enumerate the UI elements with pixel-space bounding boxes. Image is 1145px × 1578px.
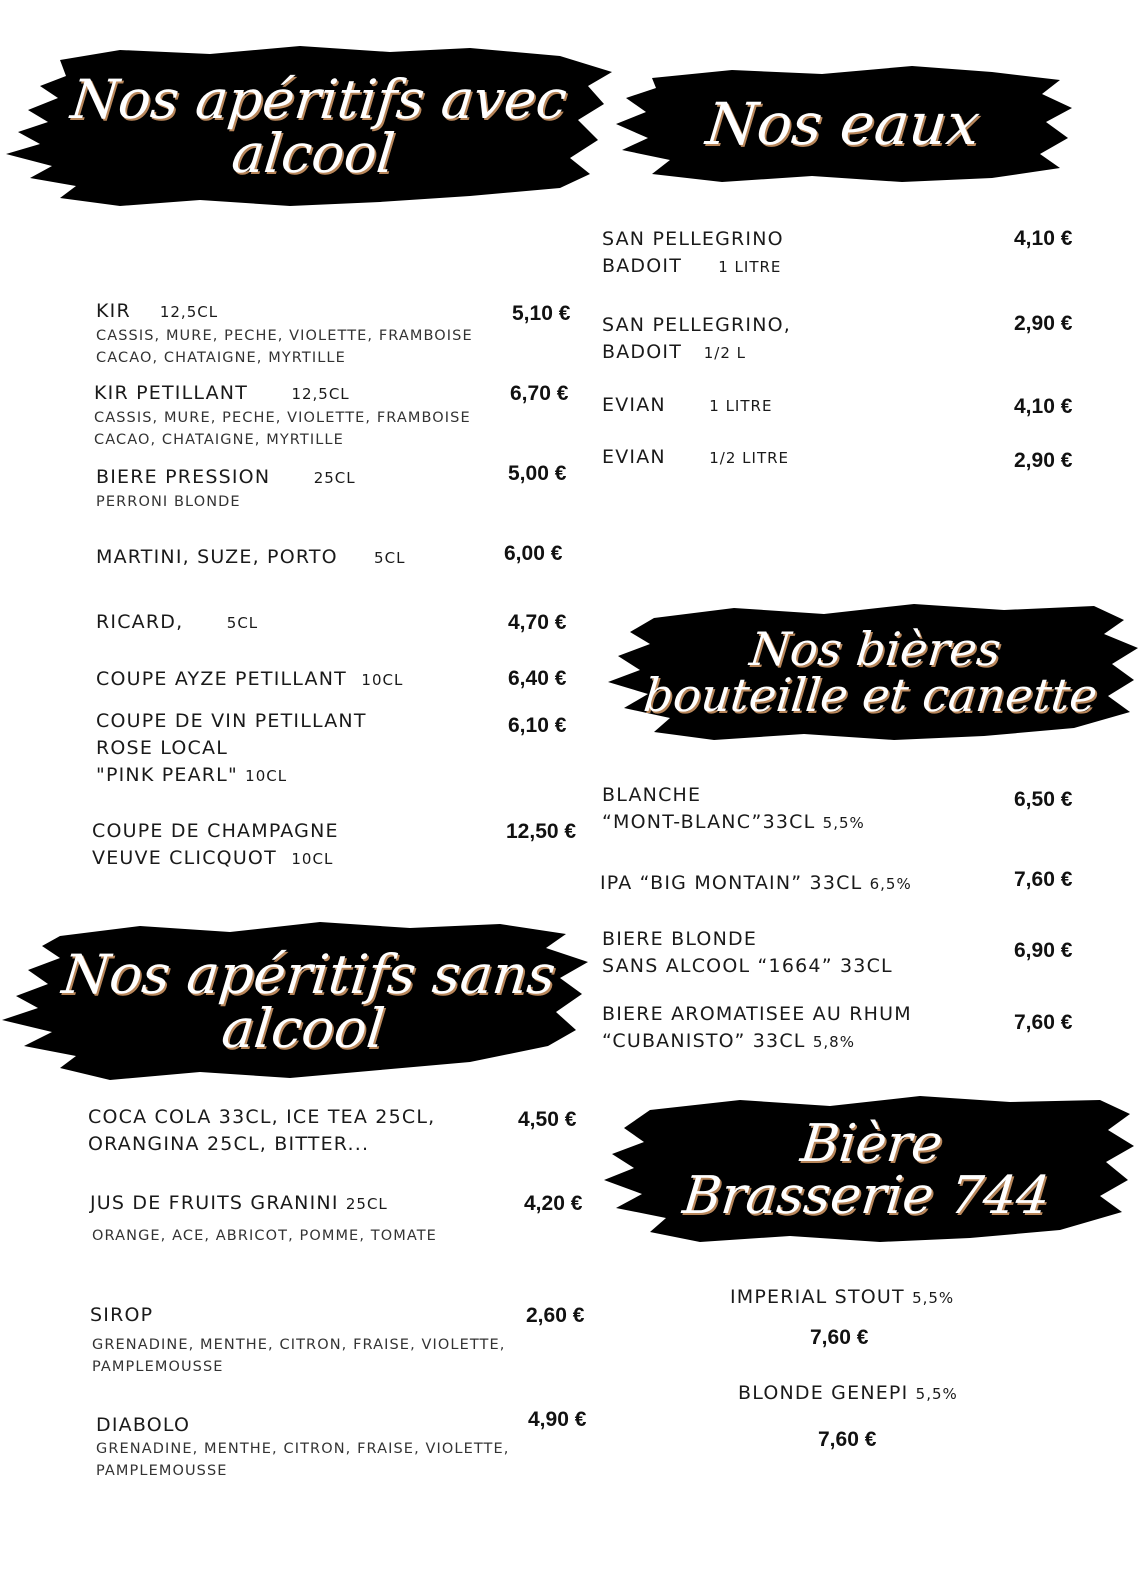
item-volume: 10CL — [245, 767, 288, 785]
item-name: COCA COLA 33CL, ICE TEA 25CL, ORANGINA 25CL, BITTER... — [88, 1106, 436, 1155]
menu-item-blonde-genepi — [738, 1380, 958, 1408]
item-volume: 25CL — [345, 1195, 388, 1213]
item-price: 6,10 € — [508, 714, 567, 737]
item-price: 6,70 € — [510, 382, 569, 405]
item-volume: 12,5CL — [159, 303, 219, 321]
item-name: SIROP — [90, 1304, 154, 1326]
item-volume: 1/2 LITRE — [709, 449, 790, 467]
item-name: BLONDE GENEPI — [738, 1382, 909, 1404]
item-name: SAN PELLEGRINO BADOIT — [602, 228, 784, 277]
item-description: CASSIS, MURE, PECHE, VIOLETTE, FRAMBOISE CACAO, CHATAIGNE, MYRTILLE — [94, 410, 471, 448]
item-volume: 5CL — [374, 549, 406, 567]
menu-item-evian-1l — [602, 392, 772, 420]
item-description: CASSIS, MURE, PECHE, VIOLETTE, FRAMBOISE CACAO, CHATAIGNE, MYRTILLE — [96, 328, 473, 366]
item-price: 5,00 € — [508, 462, 567, 485]
item-volume: 5CL — [226, 614, 259, 632]
header-brasserie — [600, 1092, 1138, 1248]
header-bieres — [604, 598, 1142, 746]
item-name: BLANCHE “MONT-BLANC”33CL — [602, 784, 816, 833]
item-volume: 5,8% — [812, 1033, 855, 1051]
menu-item-blanche — [602, 782, 865, 837]
menu-item-ricard — [96, 609, 258, 637]
item-description: PERRONI BLONDE — [96, 494, 241, 510]
item-price: 7,60 € — [1014, 1011, 1073, 1034]
item-name: KIR PETILLANT — [94, 382, 248, 404]
menu-item-sirop — [90, 1302, 505, 1378]
item-price: 7,60 € — [1014, 868, 1073, 891]
menu-item-champagne — [92, 818, 339, 873]
menu-item-jus-de-fruits — [90, 1190, 437, 1248]
menu-item-cubanisto — [602, 1001, 912, 1056]
item-price: 4,90 € — [528, 1408, 587, 1431]
menu-item-biere-sans-alcool — [602, 926, 893, 980]
item-price: 2,90 € — [1014, 312, 1073, 335]
item-price: 6,00 € — [504, 542, 563, 565]
item-volume: 12,5CL — [291, 385, 350, 403]
menu-item-sodas — [88, 1104, 435, 1158]
menu-item-biere-pression — [96, 464, 356, 514]
section-title-eaux: Nos eaux — [703, 90, 983, 158]
item-volume: 5,5% — [912, 1289, 955, 1307]
item-price: 4,10 € — [1014, 395, 1073, 418]
item-price: 2,90 € — [1014, 449, 1073, 472]
item-volume: 5,5% — [915, 1385, 958, 1403]
item-price: 4,20 € — [524, 1192, 583, 1215]
menu-item-pellegrino-half — [602, 312, 791, 367]
item-name: BIERE AROMATISEE AU RHUM “CUBANISTO” 33CL — [602, 1003, 912, 1052]
item-price: 7,60 € — [818, 1428, 877, 1451]
menu-item-imperial-stout — [730, 1284, 954, 1312]
header-aperitifs-sans-alcool — [0, 918, 592, 1086]
section-title-bieres: Nos bières bouteille et canette — [641, 622, 1100, 722]
item-volume: 1 LITRE — [718, 258, 782, 276]
item-description: GRENADINE, MENTHE, CITRON, FRAISE, VIOLETTE, PAMPLEMOUSSE — [92, 1337, 506, 1375]
item-name: COUPE DE CHAMPAGNE VEUVE CLICQUOT — [92, 820, 339, 869]
item-name: BIERE BLONDE SANS ALCOOL “1664” 33CL — [602, 928, 893, 977]
menu-item-ipa — [600, 870, 912, 898]
item-volume: 1/2 L — [703, 344, 747, 362]
item-description: GRENADINE, MENTHE, CITRON, FRAISE, VIOLETTE, PAMPLEMOUSSE — [96, 1441, 510, 1479]
item-name: JUS DE FRUITS GRANINI — [90, 1192, 339, 1214]
item-name: IMPERIAL STOUT — [730, 1286, 905, 1308]
section-title-aperitifs-alcool: Nos apéritifs avec alcool — [67, 68, 570, 185]
menu-item-vin-petillant — [96, 708, 367, 790]
item-price: 6,50 € — [1014, 788, 1073, 811]
item-volume: 25CL — [313, 469, 356, 487]
header-aperitifs-alcool — [0, 42, 612, 212]
item-price: 6,40 € — [508, 667, 567, 690]
item-volume: 10CL — [291, 850, 334, 868]
menu-item-evian-half — [602, 444, 789, 472]
item-name: RICARD, — [96, 611, 184, 633]
section-title-aperitifs-sans-alcool: Nos apéritifs sans alcool — [59, 943, 559, 1060]
item-description: ORANGE, ACE, ABRICOT, POMME, TOMATE — [92, 1228, 437, 1244]
item-name: BIERE PRESSION — [96, 466, 271, 488]
item-volume: 6,5% — [869, 875, 912, 893]
menu-item-kir — [96, 298, 473, 369]
item-name: MARTINI, SUZE, PORTO — [96, 546, 338, 568]
item-name: SAN PELLEGRINO, BADOIT — [602, 314, 792, 363]
item-name: KIR — [96, 300, 131, 322]
item-price: 4,70 € — [508, 611, 567, 634]
menu-item-pellegrino-1l — [602, 226, 784, 281]
item-price: 4,10 € — [1014, 227, 1073, 250]
menu-item-martini — [96, 544, 405, 572]
item-price: 5,10 € — [512, 302, 571, 325]
header-eaux — [612, 62, 1074, 186]
item-volume: 1 LITRE — [709, 397, 773, 415]
item-price: 4,50 € — [518, 1108, 577, 1131]
menu-item-coupe-ayze — [96, 666, 403, 694]
item-name: IPA “BIG MONTAIN” 33CL — [600, 872, 863, 894]
item-name: EVIAN — [602, 446, 666, 468]
item-name: EVIAN — [602, 394, 666, 416]
item-price: 6,90 € — [1014, 939, 1073, 962]
item-name: COUPE AYZE PETILLANT — [96, 668, 347, 690]
item-price: 7,60 € — [810, 1326, 869, 1349]
item-volume: 10CL — [361, 671, 404, 689]
item-name: DIABOLO — [96, 1414, 191, 1436]
menu-item-diabolo — [96, 1412, 509, 1482]
menu-item-kir-petillant — [94, 380, 471, 451]
item-price: 12,50 € — [506, 820, 577, 843]
item-price: 2,60 € — [526, 1304, 585, 1327]
item-volume: 5,5% — [822, 814, 865, 832]
item-name: COUPE DE VIN PETILLANT ROSE LOCAL "PINK PEARL" — [96, 710, 367, 786]
section-title-brasserie: Bière Brasserie 744 — [679, 1114, 1053, 1226]
